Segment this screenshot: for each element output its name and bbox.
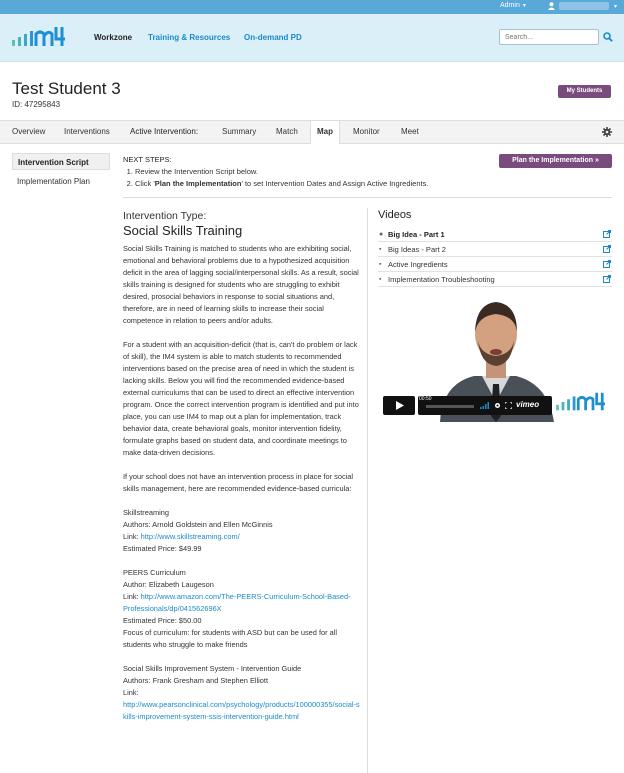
chevron-down-icon: ▾ — [522, 3, 526, 9]
curriculum-authors: Authors: Arnold Goldstein and Ellen McGinnis — [123, 520, 273, 529]
tab-overview[interactable]: Overview — [12, 127, 46, 136]
video-title: Active Ingredients — [388, 260, 448, 269]
fullscreen-icon[interactable] — [505, 402, 512, 409]
curriculum-ssis — [123, 663, 363, 723]
student-tabs — [0, 120, 624, 144]
external-link-icon[interactable] — [603, 230, 611, 238]
curriculum-link[interactable]: http://www.pearsonclinical.com/psychology/products/100000355/social-skills-improvement-system-ssis-intervention-guide.html — [123, 700, 360, 721]
curriculum-skillstreaming — [123, 507, 363, 555]
script-paragraph: For a student with an acquisition-deficit (that is, can't do problem or lack of skill), the IM4 system is able to match students to recommended interventions based on the precise area of need in which the student is lacking skills. Below you will find the recommended evidence-based external curriculums that can be used to direct an effective intervention program. Once the correct intervention program is identified and put into place, you can use IM4 to map out a plan for implementation, track behavior data, create behavioral goals, monitor intervention fidelity, formulate graphs based on student data, and coordinate meetings to make data-driven decisions. — [123, 340, 359, 457]
play-button[interactable] — [383, 396, 415, 415]
script-paragraph: If your school does not have an intervention process in place for social skills management, here are recommended evidence-based curricula: — [123, 472, 354, 493]
script-paragraph: Social Skills Training is matched to students who are exhibiting social, emotional and behavioral problems due to a hypothesized acquisition deficit in the area of lagging social/interpersonal skills. As a result, social skills training is designed for students who are struggling to exhibit desired, prosocial behaviors in response to social situations and, therefore, are in need of learning skills to increase their social competence in relation to peers and/or adults. — [123, 244, 359, 325]
nav-ondemand-pd[interactable]: On-demand PD — [244, 33, 302, 42]
nav-training-resources[interactable]: Training & Resources — [148, 33, 231, 42]
main-header — [0, 14, 624, 62]
student-id: ID: 47295843 — [12, 100, 61, 109]
chevron-down-icon: ▾ — [614, 3, 618, 10]
progress-track[interactable] — [426, 405, 474, 408]
intervention-type-name: Social Skills Training — [123, 223, 243, 238]
subnav-implementation-plan[interactable]: Implementation Plan — [17, 177, 90, 186]
curriculum-authors: Authors: Frank Gresham and Stephen Elliott — [123, 676, 269, 685]
video-title: Implementation Troubleshooting — [388, 275, 495, 284]
section-divider — [123, 197, 612, 198]
curriculum-title: Skillstreaming — [123, 508, 170, 517]
column-divider — [367, 208, 368, 773]
tab-meet[interactable]: Meet — [401, 127, 419, 136]
video-item[interactable] — [378, 227, 612, 242]
tab-interventions[interactable]: Interventions — [64, 127, 110, 136]
video-item[interactable] — [378, 272, 612, 287]
next-step-2-prefix: Click ' — [135, 179, 155, 188]
video-title: Big Ideas - Part 2 — [388, 245, 446, 254]
nav-workzone[interactable]: Workzone — [94, 33, 133, 42]
intervention-script — [123, 243, 363, 735]
map-subnav — [12, 153, 110, 190]
videos-heading: Videos — [378, 209, 412, 221]
tab-match[interactable]: Match — [276, 127, 298, 136]
user-name-redacted — [559, 2, 609, 10]
video-list — [378, 227, 612, 287]
curriculum-price: Estimated Price: $49.99 — [123, 544, 202, 553]
video-title: Big Idea - Part 1 — [388, 230, 445, 239]
video-item[interactable] — [378, 257, 612, 272]
external-link-icon[interactable] — [603, 275, 611, 283]
curriculum-authors: Author: Elizabeth Laugeson — [123, 580, 214, 589]
my-students-button[interactable]: My Students — [558, 85, 611, 98]
settings-icon[interactable] — [494, 402, 501, 409]
curriculum-title: PEERS Curriculum — [123, 568, 186, 577]
user-icon — [548, 2, 555, 10]
user-menu[interactable] — [548, 2, 617, 10]
current-video-bullet-icon: ● — [379, 231, 384, 238]
curriculum-peers — [123, 567, 363, 651]
gear-icon[interactable] — [602, 127, 612, 137]
video-bullet-icon: ▪ — [379, 261, 382, 268]
next-steps — [123, 155, 428, 190]
search-icon[interactable] — [603, 32, 613, 42]
active-intervention-label: Active Intervention: — [130, 127, 199, 136]
video-bullet-icon: ▪ — [379, 246, 382, 253]
intervention-type-label: Intervention Type: — [123, 210, 207, 222]
play-icon — [383, 396, 415, 415]
student-name: Test Student 3 — [12, 79, 121, 98]
curriculum-title: Social Skills Improvement System - Intervention Guide — [123, 664, 302, 673]
curriculum-link-label: Link: — [123, 592, 141, 601]
curriculum-price: Estimated Price: $50.00 — [123, 616, 202, 625]
admin-label: Admin — [500, 2, 520, 9]
next-step-1: 1. Review the Intervention Script below. — [135, 166, 428, 178]
tab-summary[interactable]: Summary — [222, 127, 257, 136]
volume-icon[interactable] — [480, 402, 490, 409]
top-utility-bar — [0, 0, 624, 14]
subnav-intervention-script[interactable]: Intervention Script — [12, 153, 110, 170]
next-step-2-bold: Plan the Implementation — [154, 179, 242, 188]
im4-logo-watermark — [556, 390, 606, 414]
tab-map[interactable]: Map — [310, 121, 340, 144]
vimeo-logo[interactable]: vimeo — [516, 400, 540, 409]
next-step-2 — [135, 178, 428, 190]
video-item[interactable] — [378, 242, 612, 257]
next-step-2-suffix: ' to set Intervention Dates and Assign Active Ingredients. — [241, 179, 429, 188]
curriculum-link-label: Link: — [123, 532, 141, 541]
external-link-icon[interactable] — [603, 260, 611, 268]
video-bullet-icon: ▪ — [379, 276, 382, 283]
curriculum-link[interactable]: http://www.amazon.com/The-PEERS-Curriculum-School-Based-Professionals/dp/041562696X — [123, 592, 351, 613]
curriculum-link[interactable]: http://www.skillstreaming.com/ — [140, 532, 240, 541]
external-link-icon[interactable] — [603, 245, 611, 253]
player-controls — [418, 396, 552, 415]
next-steps-heading: NEXT STEPS: — [123, 155, 172, 164]
curriculum-link-label: Link: — [123, 688, 139, 697]
curriculum-focus: Focus of curriculum: for students with ASD but can be used for all students who struggle to make friends — [123, 628, 338, 649]
search-input[interactable] — [499, 29, 599, 45]
tab-monitor[interactable]: Monitor — [353, 127, 380, 136]
im4-logo[interactable] — [12, 24, 66, 50]
admin-menu[interactable] — [500, 2, 526, 9]
player-time: 00:50 — [419, 396, 432, 402]
plan-implementation-button[interactable]: Plan the Implementation » — [499, 154, 612, 168]
